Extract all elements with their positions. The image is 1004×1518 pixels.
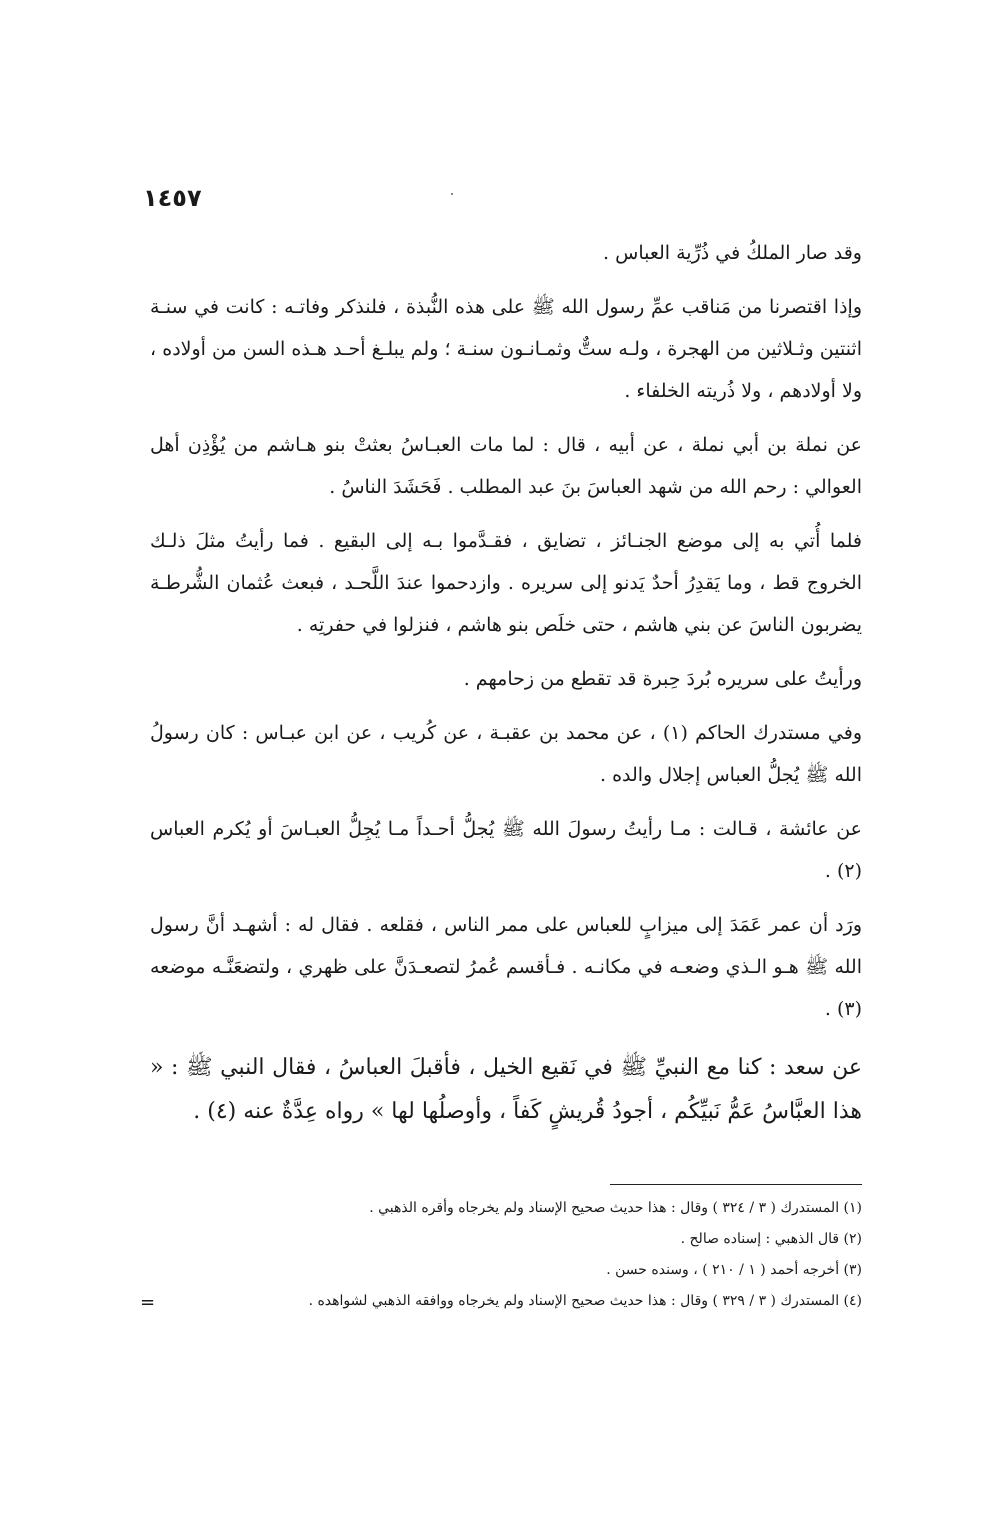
page-number: ١٤٥٧	[143, 184, 202, 212]
footnote-2: (٢) قال الذهبي : إسناده صالح .	[680, 1231, 862, 1247]
footnote-divider	[610, 1184, 862, 1185]
paragraph-1: وقد صار الملكُ في ذُرِّية العباس .	[603, 242, 862, 264]
paragraph-8: ورَد أن عمر عَمَدَ إلى ميزابٍ للعباس على ممر الناس ، فقلعه . فقال له : أشهـد أنَّ رسول الله ﷺ هـو الـذي وضعـه في مكانـه . فـأقسم عُمرُ لتصعـدَنَّ على ظهري ، ولتضعَنَّـه موضعه (٣) .	[150, 914, 862, 1020]
paragraph-4: فلما أُتي به إلى موضع الجنـائز ، تضايق ، فقـدَّموا بـه إلى البقيع . فما رأيتُ مثلَ ذلـك الخروج قط ، وما يَقدِرُ أحدٌ يَدنو إلى سريره . وازدحموا عندَ اللَّحـد ، فبعث عُثمان الشُّرطـة يضربون الناسَ عن بني هاشم ، حتى خلَص بنو هاشم ، فنزلوا في حفرتِه .	[150, 530, 862, 636]
paragraph-5: ورأيتُ على سريره بُردَ حِبرة قد تقطع من زحامهم .	[463, 668, 862, 690]
paragraph-6: وفي مستدرك الحاكم (١) ، عن محمد بن عقبـة ، عن كُريب ، عن ابن عبـاس : كان رسولُ الله ﷺ يُجلُّ العباس إجلال والده .	[150, 722, 862, 786]
footnote-1: (١) المستدرك ( ٣ / ٣٢٤ ) وقال : هذا حديث صحيح الإسناد ولم يخرجاه وأقره الذهبي .	[369, 1200, 862, 1216]
paragraph-2: وإذا اقتصرنا من مَناقب عمِّ رسول الله ﷺ على هذه النُّبذة ، فلنذكر وفاتـه : كانت في سنـة اثنتين وثـلاثين من الهجرة ، ولـه ستٌّ وثمـانـون سنـة ؛ ولم يبلـغ أحـد هـذه السن من أولاده ، ولا أولادهم ، ولا ذُريته الخلفاء .	[150, 296, 862, 402]
footnote-3: (٣) أخرجه أحمد ( ١ / ٢١٠ ) ، وسنده حسن .	[606, 1262, 862, 1278]
paragraph-3: عن نملة بن أبي نملة ، عن أبيه ، قال : لما مات العبـاسُ بعثتْ بنو هـاشم من يُؤْذِن أهل العوالي : رحم الله من شهد العباسَ بنَ عبد المطلب . فَحَشَدَ الناسُ .	[150, 434, 862, 498]
main-text	[150, 232, 862, 1146]
footnotes	[150, 1196, 862, 1320]
footnote-4: (٤) المستدرك ( ٣ / ٣٢٩ ) وقال : هذا حديث صحيح الإسناد ولم يخرجاه ووافقه الذهبي لشواهده .	[308, 1293, 862, 1309]
continuation-mark: =	[140, 1292, 156, 1313]
stray-dot	[451, 193, 453, 195]
paragraph-7: عن عائشة ، قـالت : مـا رأيتُ رسولَ الله ﷺ يُجلُّ أحـداً مـا يُجِلُّ العبـاسَ أو يُكرم العباس (٢) .	[150, 818, 862, 882]
paragraph-9: عن سعد : كنا مع النبيِّ ﷺ في نَقيع الخيل ، فأقبلَ العباسُ ، فقال النبي ﷺ : « هذا العبَّاسُ عَمُّ نَبيِّكُم ، أجودُ قُريشٍ كَفاً ، وأوصلُها لها » رواه عِدَّةٌ عنه (٤) .	[150, 1055, 862, 1124]
